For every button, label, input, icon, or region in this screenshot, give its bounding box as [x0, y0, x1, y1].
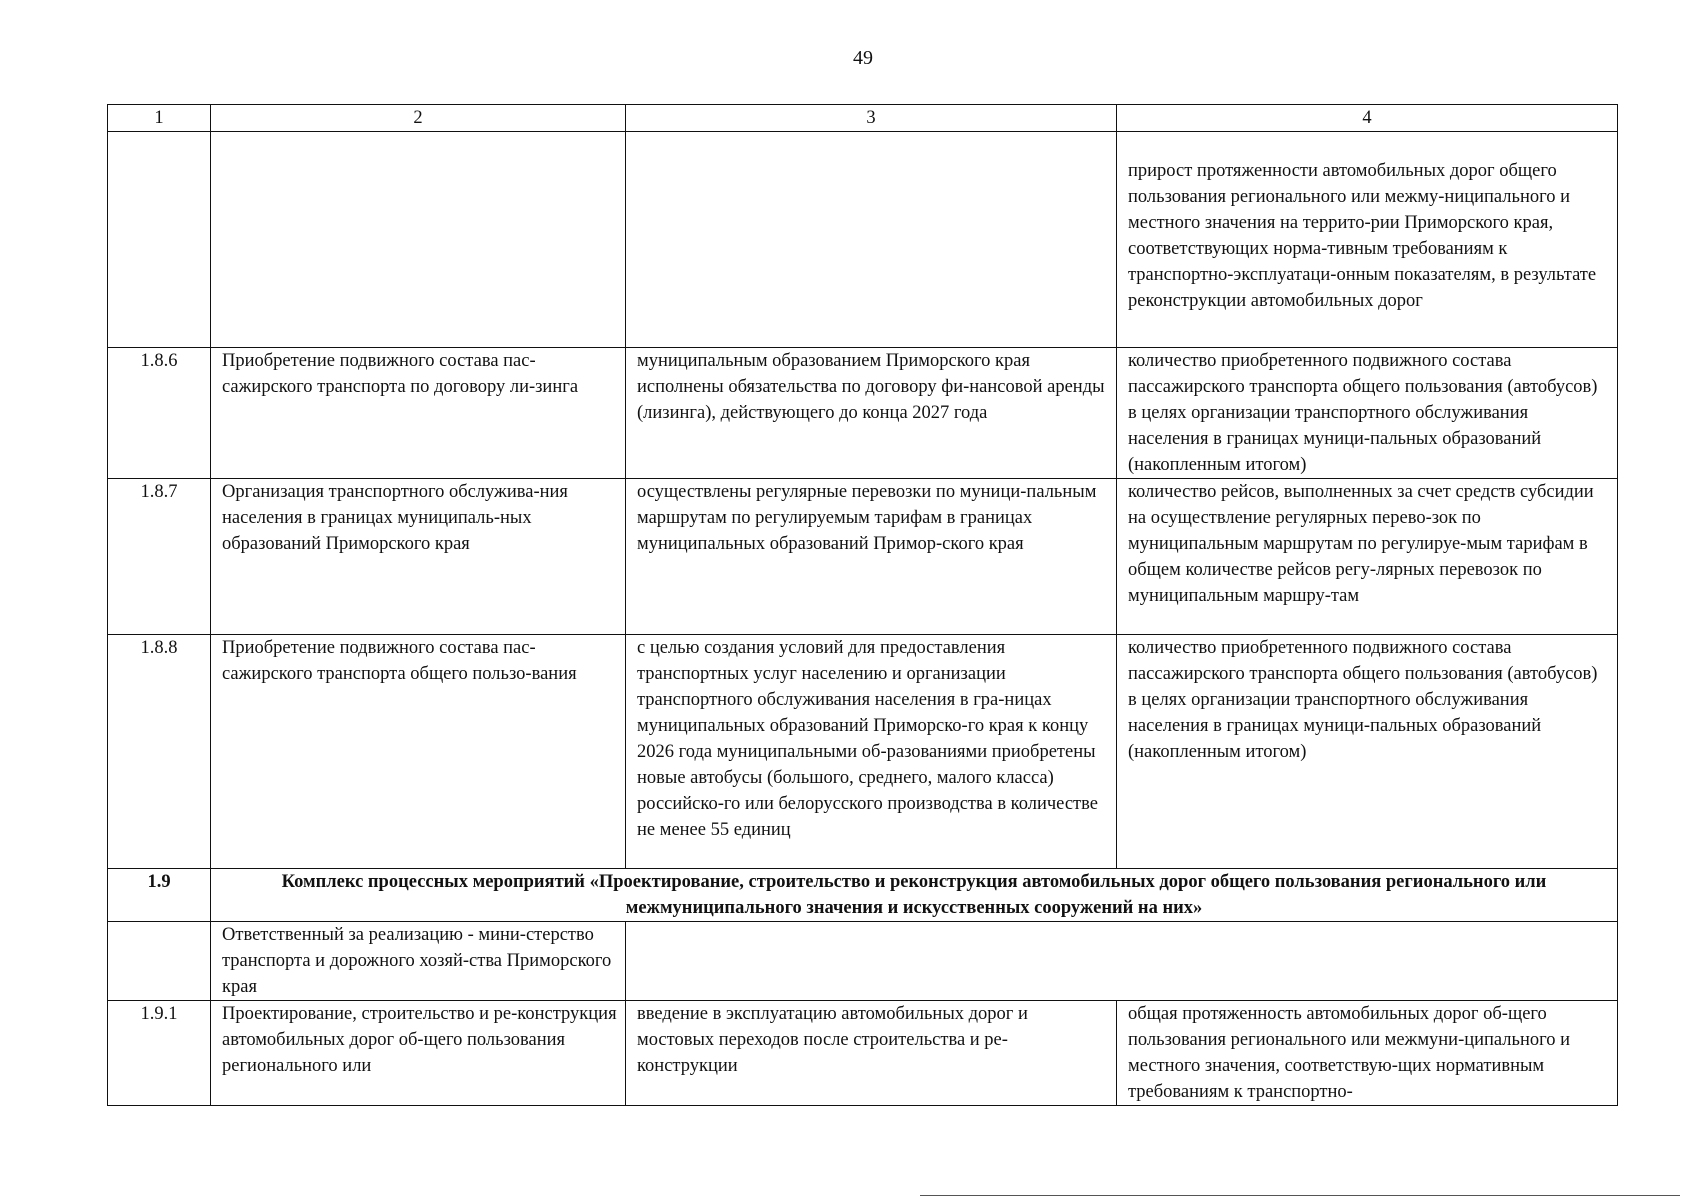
event-name: Приобретение подвижного состава пас-сажирского транспорта общего пользо-вания	[211, 635, 626, 869]
row-number: 1.8.8	[108, 635, 211, 869]
event-result	[626, 132, 1117, 348]
table-row	[108, 1001, 1618, 1106]
row-number	[108, 922, 211, 1001]
column-number-2: 2	[211, 105, 626, 132]
section-title: Комплекс процессных мероприятий «Проектирование, строительство и реконструкция автомобильных дорог общего пользования регионального или межмуниципального значения и искусственных сооружений на них»	[211, 869, 1618, 922]
section-row	[108, 869, 1618, 922]
responsible-row	[108, 922, 1618, 1001]
scan-edge-line	[920, 1195, 1680, 1196]
event-indicator: общая протяженность автомобильных дорог об-щего пользования регионального или межмуни-ципального и местного значения, соответствую-щих нормативным требованиям к транспортно-	[1117, 1001, 1618, 1106]
program-table	[107, 104, 1618, 1106]
table-row	[108, 635, 1618, 869]
column-number-4: 4	[1117, 105, 1618, 132]
event-name: Приобретение подвижного состава пас-сажирского транспорта по договору ли-зинга	[211, 348, 626, 479]
event-name	[211, 132, 626, 348]
table-row	[108, 132, 1618, 348]
column-number-1: 1	[108, 105, 211, 132]
row-number: 1.9.1	[108, 1001, 211, 1106]
event-indicator: количество приобретенного подвижного состава пассажирского транспорта общего пользования (автобусов) в целях организации транспортного обслуживания населения в границах муници-пальных образований (накопленным итогом)	[1117, 635, 1618, 869]
page-number: 49	[853, 47, 873, 69]
column-number-3: 3	[626, 105, 1117, 132]
event-indicator: количество рейсов, выполненных за счет средств субсидии на осуществление регулярных перево-зок по муниципальным маршрутам по регулируе-мым тарифам в общем количестве рейсов регу-лярных перевозок по муниципальным маршру-там	[1117, 479, 1618, 635]
event-name: Организация транспортного обслужива-ния населения в границах муниципаль-ных образований Приморского края	[211, 479, 626, 635]
row-number: 1.8.7	[108, 479, 211, 635]
table-row	[108, 479, 1618, 635]
event-result: введение в эксплуатацию автомобильных дорог и мостовых переходов после строительства и ре-конструкции	[626, 1001, 1117, 1106]
row-number	[108, 132, 211, 348]
table-row	[108, 348, 1618, 479]
event-result: осуществлены регулярные перевозки по муници-пальным маршрутам по регулируемым тарифам в границах муниципальных образований Примор-ского края	[626, 479, 1117, 635]
responsible-executor: Ответственный за реализацию - мини-стерство транспорта и дорожного хозяй-ства Приморского края	[211, 922, 626, 1001]
event-name: Проектирование, строительство и ре-конструкция автомобильных дорог об-щего пользования регионального или	[211, 1001, 626, 1106]
event-indicator: прирост протяженности автомобильных дорог общего пользования регионального или межму-ниципального и местного значения на террито-рии Приморского края, соответствующих норма-тивным требованиям к транспортно-эксплуатаци-онным показателям, в результате реконструкции автомобильных дорог	[1117, 132, 1618, 348]
event-indicator: количество приобретенного подвижного состава пассажирского транспорта общего пользования (автобусов) в целях организации транспортного обслуживания населения в границах муници-пальных образований (накопленным итогом)	[1117, 348, 1618, 479]
table-header-row	[108, 105, 1618, 132]
event-result: муниципальным образованием Приморского края исполнены обязательства по договору фи-нансовой аренды (лизинга), действующего до конца 2027 года	[626, 348, 1117, 479]
event-result: с целью создания условий для предоставления транспортных услуг населению и организации транспортного обслуживания населения в гра-ницах муниципальных образований Приморско-го края к концу 2026 года муниципальными об-разованиями приобретены новые автобусы (большого, среднего, малого класса) российско-го или белорусского производства в количестве не менее 55 единиц	[626, 635, 1117, 869]
section-number: 1.9	[108, 869, 211, 922]
responsible-empty-cell	[626, 922, 1618, 1001]
row-number: 1.8.6	[108, 348, 211, 479]
